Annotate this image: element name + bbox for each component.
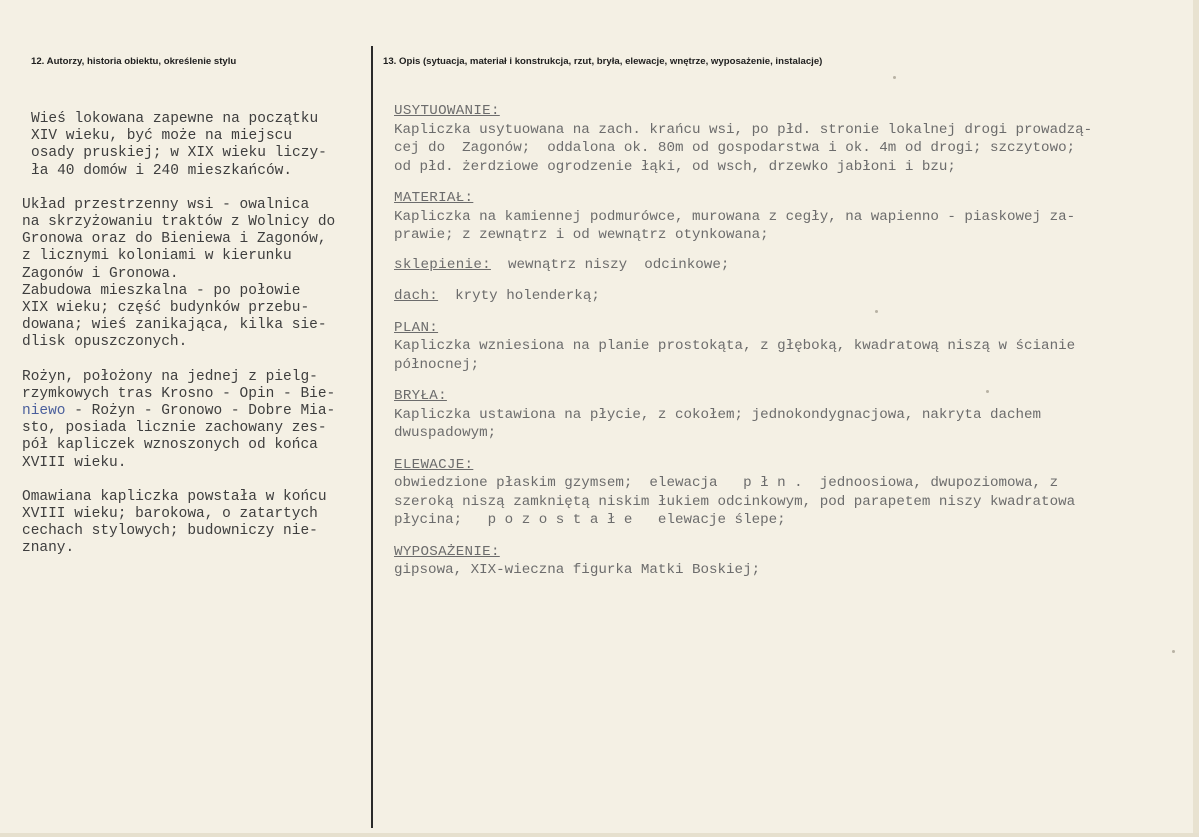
text-line: Kapliczka ustawiona na płycie, z cokołem; jednokondygnacjowa, nakryta dachem: [394, 406, 1042, 423]
text-line: Zabudowa mieszkalna - po połowie: [22, 282, 301, 299]
text-line: północnej;: [394, 356, 480, 373]
history-paragraph-layout: [22, 197, 374, 352]
text-line: [22, 403, 374, 420]
text-line: osady pruskiej; w XIX wieku liczy-: [31, 145, 327, 162]
section-13-header: 13. Opis (sytuacja, materiał i konstrukcja, rzut, bryła, elewacje, wnętrze, wyposażenie, instalacje): [383, 56, 823, 67]
text-fragment: niewo: [22, 403, 66, 420]
text-line: Gronowa oraz do Bieniewa i Zagonów,: [22, 231, 327, 248]
section-gap: [394, 306, 1184, 319]
text-line: gipsowa, XIX-wieczna figurka Matki Boskiej;: [394, 562, 761, 578]
section-heading: PLAN:: [394, 319, 439, 336]
section-12-header: 12. Autorzy, historia obiektu, określenie stylu: [31, 56, 237, 67]
text-line: dlisk opuszczonych.: [22, 334, 188, 351]
text-line: Omawiana kapliczka powstała w końcu: [22, 488, 327, 505]
paragraph-gap: [22, 352, 374, 369]
paper-edge-right: [1193, 0, 1199, 837]
text-line: Kapliczka na kamiennej podmurówce, murowana z cegły, na wapienno - piaskowej za-: [394, 208, 1076, 225]
text-line: XVIII wieku; barokowa, o zatartych: [22, 506, 318, 523]
text-line: ła 40 domów i 240 mieszkańców.: [31, 162, 293, 179]
section-dach: [394, 287, 1184, 306]
text-line: obwiedzione płaskim gzymsem; elewacja p ł n . jednoosiowa, dwupoziomowa, z: [394, 475, 1059, 491]
text-line: [394, 256, 1184, 275]
history-paragraph-pilgrimage: [22, 369, 374, 472]
text-line: XVIII wieku.: [22, 454, 127, 471]
section-gap: [394, 443, 1184, 456]
text-line: prawie; z zewnątrz i od wewnątrz otynkowana;: [394, 227, 769, 243]
text-line: dwuspadowym;: [394, 425, 497, 441]
field-value: kryty holenderką;: [455, 288, 600, 304]
section-heading: USYTUOWANIE:: [394, 103, 500, 119]
field-label: sklepienie:: [394, 256, 491, 273]
section-gap: [394, 530, 1184, 543]
history-paragraph-style: [22, 489, 374, 558]
section-sklepienie: [394, 256, 1184, 275]
section-gap: [394, 274, 1184, 287]
section-gap: [394, 374, 1184, 387]
text-fragment: - Rożyn - Gronowo - Dobre Mia-: [65, 403, 336, 420]
text-line: XIV wieku, być może na miejscu: [31, 128, 293, 145]
section-bryla: [394, 387, 1184, 443]
description-column: [394, 102, 1184, 580]
text-line: od płd. żerdziowe ogrodzenie łąki, od wsch, drzewko jabłoni i bzu;: [394, 158, 956, 175]
text-line: [394, 287, 1184, 306]
text-line: płycina; p o z o s t a ł e elewacje ślepe;: [394, 512, 786, 528]
section-heading: WYPOSAŻENIE:: [394, 543, 500, 560]
paragraph-gap: [22, 472, 374, 489]
text-line: z licznymi koloniami w kierunku: [22, 248, 292, 265]
section-gap: [394, 176, 1184, 189]
text-line: pół kapliczek wznoszonych od końca: [22, 437, 318, 454]
section-material: [394, 189, 1184, 245]
paper-speck: [986, 390, 989, 393]
text-line: cej do Zagonów; oddalona ok. 80m od gospodarstwa i ok. 4m od drogi; szczytowo;: [394, 140, 1076, 156]
section-plan: [394, 319, 1184, 375]
text-line: Kapliczka usytuowana na zach. krańcu wsi, po płd. stronie lokalnej drogi prowadzą-: [394, 121, 1093, 138]
text-line: cechach stylowych; budowniczy nie-: [22, 523, 318, 540]
paper-speck: [875, 310, 878, 313]
text-line: Zagonów i Gronowa.: [22, 265, 179, 282]
field-value: wewnątrz niszy odcinkowe;: [507, 256, 730, 273]
paragraph-gap: [22, 180, 374, 197]
section-gap: [394, 245, 1184, 256]
section-heading: ELEWACJE:: [394, 456, 474, 473]
text-line: dowana; wieś zanikająca, kilka sie-: [22, 317, 327, 334]
paper-speck: [893, 76, 896, 79]
section-heading: MATERIAŁ:: [394, 190, 474, 206]
text-line: sto, posiada licznie zachowany zes-: [22, 420, 327, 437]
text-line: szeroką niszą zamkniętą niskim łukiem odcinkowym, pod parapetem niszy kwadratowa: [394, 493, 1076, 510]
paper-edge-bottom: [0, 833, 1199, 837]
field-label: dach:: [394, 288, 439, 304]
section-usytuowanie: [394, 102, 1184, 176]
text-line: rzymkowych tras Krosno - Opin - Bie-: [22, 385, 336, 402]
text-line: Kapliczka wzniesiona na planie prostokąta, z głęboką, kwadratową niszą w ścianie: [394, 338, 1076, 354]
history-column: [22, 111, 374, 558]
text-line: na skrzyżowaniu traktów z Wolnicy do: [22, 214, 336, 231]
history-paragraph-location: [22, 111, 374, 180]
text-line: znany.: [22, 540, 75, 557]
text-line: Układ przestrzenny wsi - owalnica: [22, 196, 310, 213]
section-heading: BRYŁA:: [394, 388, 447, 404]
text-line: XIX wieku; część budynków przebu-: [22, 300, 310, 317]
section-elewacje: [394, 456, 1184, 530]
text-line: Rożyn, położony na jednej z pielg-: [22, 368, 318, 385]
section-wyposazenie: [394, 543, 1184, 580]
text-line: Wieś lokowana zapewne na początku: [31, 111, 319, 127]
paper-speck: [1172, 650, 1175, 653]
